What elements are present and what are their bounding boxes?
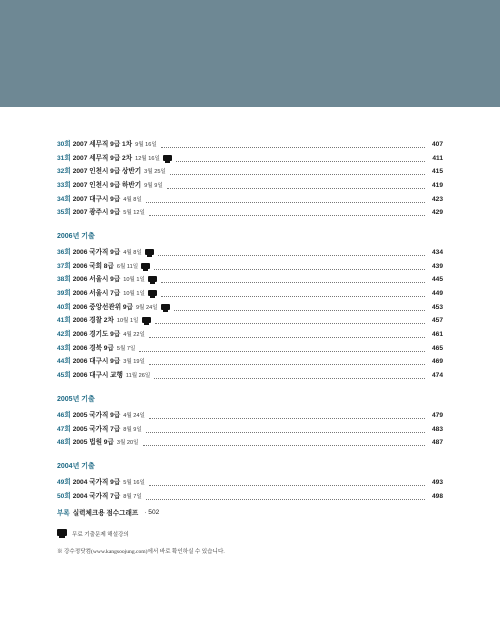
entry-date: 6월 11일 — [116, 263, 139, 270]
toc-entry[interactable] — [57, 409, 443, 423]
monitor-icon — [57, 529, 67, 538]
dot-leader — [161, 277, 425, 283]
entry-title: 2004 국가직 9급 — [72, 478, 121, 486]
video-lecture-icon[interactable] — [145, 249, 154, 257]
legend-text: 무료 기출문제 해설강의 — [72, 531, 129, 538]
entry-number: 37회 — [57, 262, 71, 270]
video-lecture-icon[interactable] — [148, 276, 157, 284]
entry-number: 39회 — [57, 290, 71, 298]
toc-group — [57, 220, 443, 383]
entry-page: 449 — [431, 290, 443, 298]
entry-page: 445 — [431, 276, 443, 284]
dot-leader — [161, 142, 425, 148]
entry-date: 4월 22일 — [123, 332, 145, 339]
dot-leader — [149, 480, 425, 486]
section-heading: 2006년 기출 — [57, 233, 95, 241]
entry-date: 3월 19일 — [123, 359, 145, 366]
entry-title: 2007 인천시 9급 상반기 — [72, 168, 142, 176]
entry-date: 9월 9일 — [144, 182, 163, 189]
entry-page: 465 — [431, 344, 443, 352]
entry-date: 8월 9일 — [123, 426, 142, 433]
dot-leader — [161, 291, 425, 297]
dot-leader — [154, 373, 425, 379]
entry-title: 2006 서울시 9급 — [72, 276, 121, 284]
entry-date: 9월 16일 — [135, 141, 157, 148]
entry-page: 453 — [431, 303, 443, 311]
group-spacer — [57, 450, 443, 462]
dot-leader — [149, 359, 425, 365]
dot-leader — [146, 494, 425, 500]
entry-page: 415 — [431, 168, 443, 176]
entry-page: 419 — [431, 181, 443, 189]
entry-number: 40회 — [57, 303, 71, 311]
entry-page: 429 — [431, 209, 443, 217]
group-spacer — [57, 220, 443, 232]
video-lecture-icon[interactable] — [161, 304, 170, 312]
toc-entry[interactable] — [57, 179, 443, 193]
entry-number: 47회 — [57, 425, 71, 433]
toc-entry[interactable] — [57, 165, 443, 179]
entry-number: 38회 — [57, 276, 71, 284]
entry-date: 10월 1일 — [123, 277, 145, 284]
toc-entry[interactable] — [57, 152, 443, 166]
entry-title: 2005 국가직 9급 — [72, 411, 121, 419]
entry-number: 45회 — [57, 372, 71, 380]
entry-date: 11월 26일 — [125, 373, 151, 380]
entry-title: 2007 대구시 9급 — [72, 195, 121, 203]
dot-leader — [176, 156, 425, 162]
video-lecture-icon[interactable] — [163, 155, 172, 163]
entry-page: 439 — [431, 262, 443, 270]
entry-title: 2006 경찰 2차 — [72, 317, 114, 325]
dot-leader — [146, 197, 425, 203]
entry-date: 9월 24일 — [135, 304, 158, 311]
toc-entry[interactable] — [57, 260, 443, 274]
entry-number: 49회 — [57, 478, 71, 486]
dot-leader — [158, 250, 425, 256]
entry-number: 41회 — [57, 317, 71, 325]
entry-date: 5월 7일 — [116, 345, 136, 352]
entry-page: 407 — [431, 140, 443, 148]
dot-leader — [149, 210, 425, 216]
entry-title: 2006 중앙선관위 9급 — [72, 303, 133, 311]
appendix-title: 실력체크용 점수그래프 — [72, 510, 139, 518]
toc-groups — [57, 138, 443, 503]
entry-page: 487 — [431, 439, 443, 447]
video-lecture-icon[interactable] — [148, 290, 157, 298]
entry-number: 32회 — [57, 168, 71, 176]
entry-date: 3월 25일 — [144, 169, 166, 176]
website-note: ※ 강수정닷컴(www.kangsoojung.com)에서 바로 확인하실 수 있습니다. — [57, 549, 225, 556]
entry-date: 4월 8일 — [123, 249, 142, 256]
entry-number: 44회 — [57, 358, 71, 366]
entry-date: 10월 1일 — [123, 291, 145, 298]
entry-title: 2005 국가직 7급 — [72, 425, 121, 433]
entry-page: 483 — [431, 425, 443, 433]
entry-title: 2004 국가직 7급 — [72, 492, 121, 500]
section-heading: 2005년 기출 — [57, 396, 95, 403]
entry-title: 2006 경북 9급 — [72, 344, 114, 352]
dot-leader — [149, 413, 425, 419]
entry-date: 3월 20일 — [116, 440, 139, 447]
toc-entry[interactable] — [57, 476, 443, 490]
dot-leader — [170, 169, 425, 175]
entry-page: 457 — [431, 317, 443, 325]
header-band — [0, 0, 500, 107]
entry-title: 2005 법원 9급 — [72, 439, 114, 447]
entry-page: 411 — [432, 154, 443, 162]
toc-group — [57, 138, 443, 220]
entry-page: 479 — [431, 411, 443, 419]
dot-leader — [167, 183, 425, 189]
entry-page: 461 — [431, 331, 443, 339]
entry-page: 493 — [431, 478, 443, 486]
entry-page: 423 — [431, 195, 443, 203]
entry-title: 2007 세무직 9급 2차 — [72, 154, 133, 162]
entry-page: 498 — [431, 492, 443, 500]
appendix-label: 부록 — [57, 510, 70, 518]
entry-title: 2006 대구시 9급 — [72, 358, 121, 366]
entry-title: 2007 광주시 9급 — [72, 209, 121, 217]
toc-group — [57, 450, 443, 503]
entry-title: 2006 서울시 7급 — [72, 290, 121, 298]
entry-page: 434 — [431, 248, 443, 256]
entry-number: 36회 — [57, 248, 71, 256]
entry-date: 4월 24일 — [123, 412, 145, 419]
dot-leader — [154, 264, 425, 270]
toc-entry[interactable] — [57, 342, 443, 356]
entry-date: 5월 16일 — [123, 479, 145, 486]
dot-leader — [146, 427, 425, 433]
toc-entry[interactable] — [57, 193, 443, 207]
video-lecture-icon[interactable] — [142, 317, 151, 325]
entry-date: 5월 12일 — [123, 210, 145, 217]
dot-leader — [139, 346, 425, 352]
legend — [57, 529, 443, 538]
dot-leader — [174, 305, 425, 311]
entry-title: 2006 국회 8급 — [72, 262, 114, 270]
table-of-contents — [57, 138, 443, 555]
entry-number: 30회 — [57, 140, 71, 148]
dot-leader — [155, 318, 425, 324]
entry-number: 42회 — [57, 331, 71, 339]
toc-entry[interactable] — [57, 315, 443, 329]
entry-date: 10월 1일 — [116, 318, 139, 325]
toc-entry[interactable] — [57, 301, 443, 315]
entry-page: 474 — [431, 372, 443, 380]
entry-date: 8월 7일 — [123, 493, 142, 500]
entry-title: 2006 대구시 교행 — [72, 372, 123, 380]
dot-leader — [149, 332, 425, 338]
entry-number: 46회 — [57, 411, 71, 419]
appendix-entry[interactable] — [57, 507, 443, 517]
entry-title: 2007 세무직 9급 1차 — [72, 140, 133, 148]
entry-date: 12월 16일 — [135, 155, 160, 162]
toc-entry[interactable] — [57, 274, 443, 288]
toc-group — [57, 383, 443, 450]
entry-title: 2006 경기도 9급 — [72, 331, 121, 339]
entry-number: 33회 — [57, 181, 71, 189]
entry-number: 50회 — [57, 492, 71, 500]
toc-entry[interactable] — [57, 138, 443, 152]
toc-entry[interactable] — [57, 328, 443, 342]
entry-number: 35회 — [57, 209, 71, 217]
entry-title: 2007 인천시 9급 하반기 — [72, 181, 142, 189]
section-heading: 2004년 기출 — [57, 463, 95, 471]
entry-title: 2006 국가직 9급 — [72, 248, 121, 256]
toc-entry[interactable] — [57, 206, 443, 220]
dot-leader — [143, 440, 425, 446]
group-spacer — [57, 383, 443, 395]
entry-number: 43회 — [57, 344, 71, 352]
entry-number: 31회 — [57, 154, 71, 162]
toc-entry[interactable] — [57, 246, 443, 260]
toc-entry[interactable] — [57, 490, 443, 504]
entry-number: 48회 — [57, 439, 71, 447]
toc-entry[interactable] — [57, 423, 443, 437]
toc-entry[interactable] — [57, 356, 443, 370]
toc-entry[interactable] — [57, 369, 443, 383]
video-lecture-icon[interactable] — [141, 263, 150, 271]
toc-entry[interactable] — [57, 287, 443, 301]
entry-number: 34회 — [57, 195, 71, 203]
toc-entry[interactable] — [57, 436, 443, 450]
entry-page: 469 — [431, 358, 443, 366]
entry-date: 4월 8일 — [123, 196, 142, 203]
appendix-page: · 502 — [144, 508, 160, 516]
